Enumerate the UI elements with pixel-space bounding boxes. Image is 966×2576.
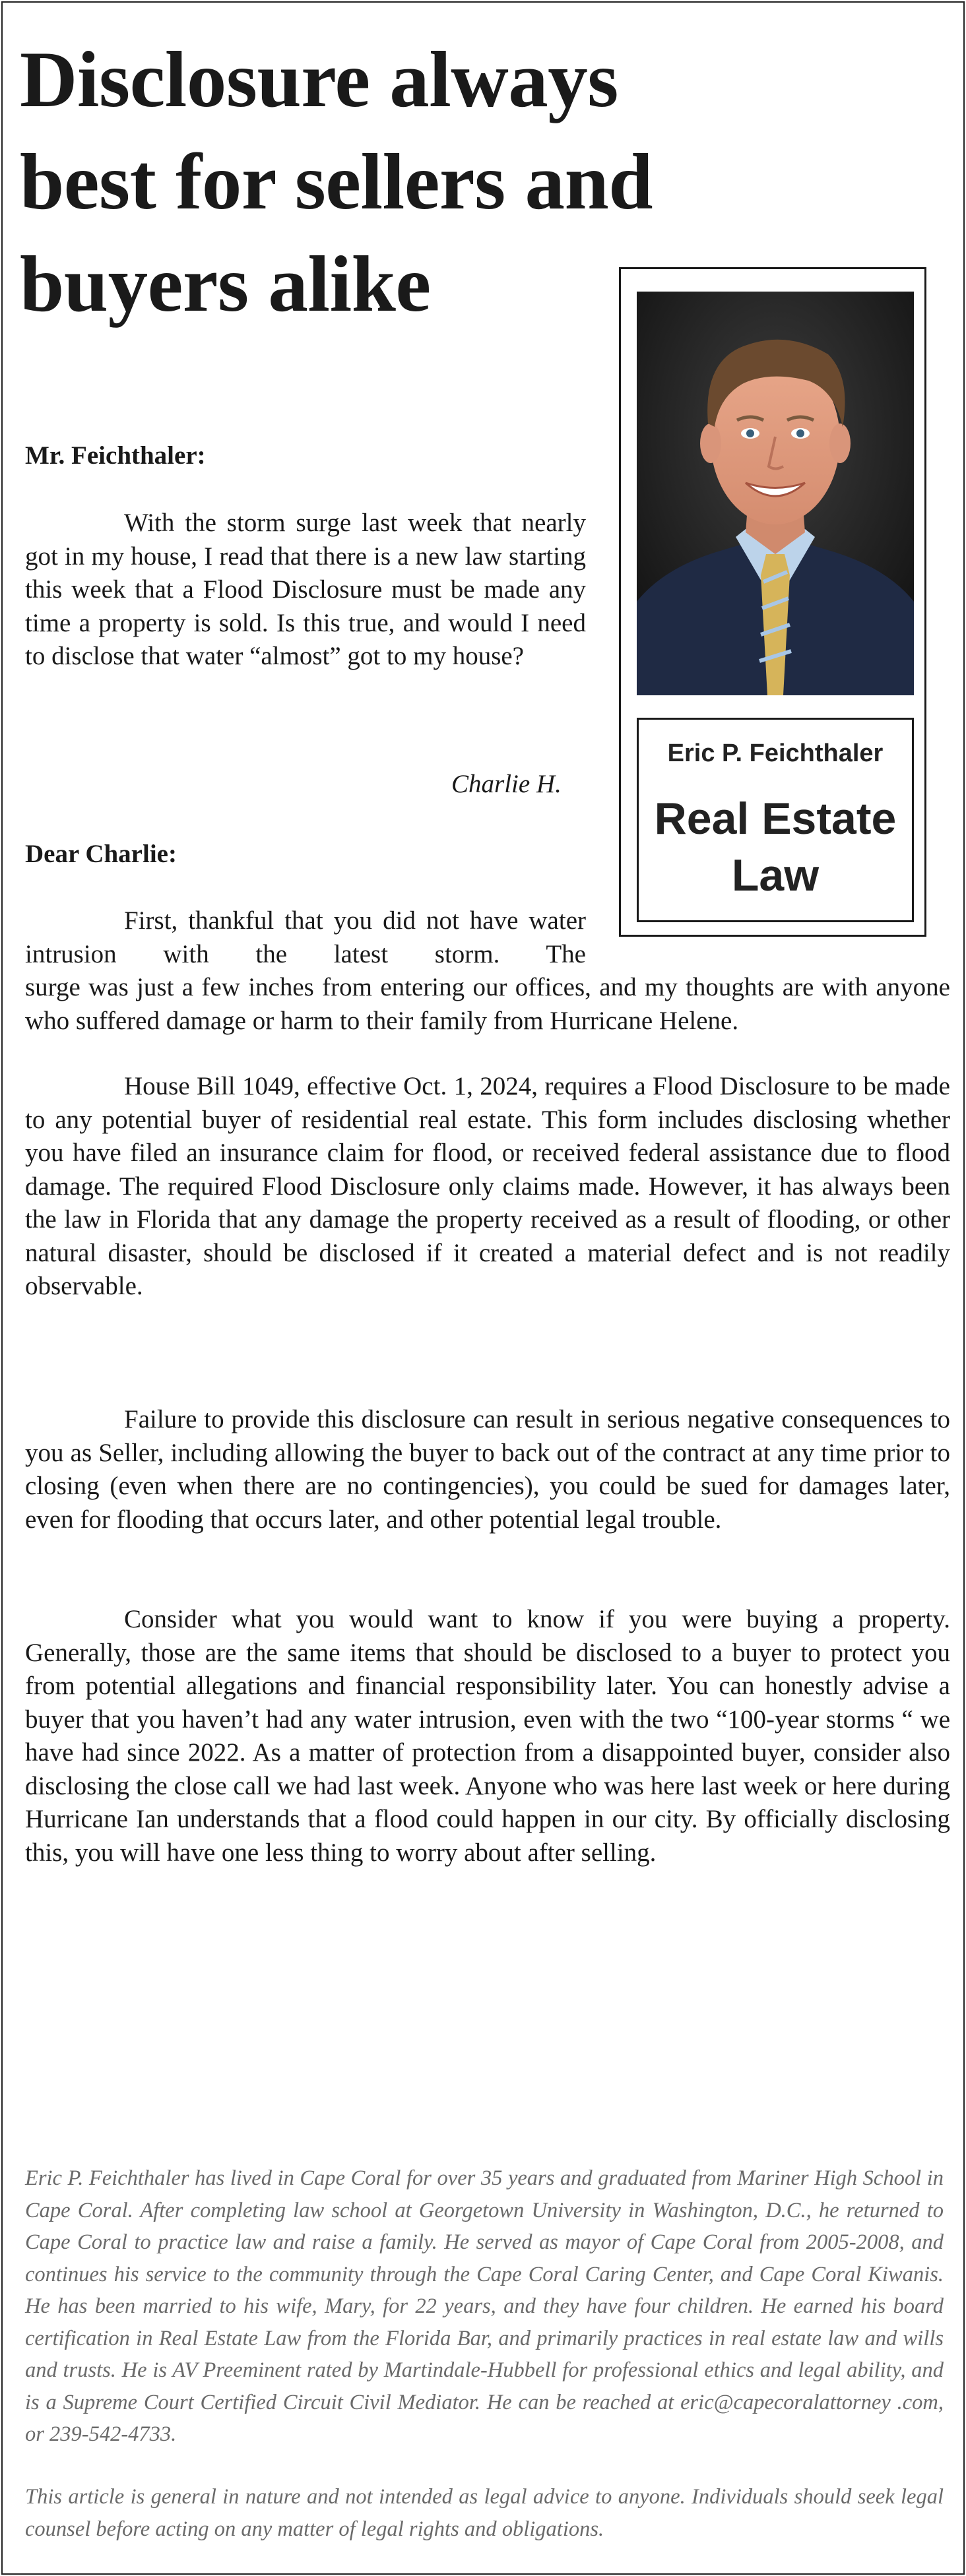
reply-paragraph-1-start: First, thankful that you did not have water intrusion with the latest storm. The [25, 906, 586, 968]
reply-salutation: Dear Charlie: [25, 840, 177, 868]
letter-salutation: Mr. Feichthaler: [25, 441, 206, 470]
author-box [619, 267, 926, 937]
author-name-plate [637, 718, 914, 922]
author-name: Eric P. Feichthaler [667, 739, 884, 767]
reply-paragraph-4: Consider what you would want to know if you were buying a property. Generally, those are the same items that should be disclosed to a buyer to protect you from potential allegations and financial responsibility later. You can honestly advise a buyer that you haven’t had any water intrusion, even with the two “100-year storms “ we have had since 2022. As a matter of protection from a disappointed buyer, consider also disclosing the close call we had last week. Anyone who was here last week or here during Hurricane Ian understands that a flood could happen in our city. By officially disclosing this, you will have one less thing to worry about after selling. [25, 1605, 950, 1867]
author-bio: Eric P. Feichthaler has lived in Cape Coral for over 35 years and graduated from Mariner High School in Cape Coral. After completing law school at Georgetown University in Washington, D.C., he returned to Cape Coral to practice law and raise a family. He served as mayor of Cape Coral from 2005-2008, and continues his service to the community through the Cape Coral Caring Center, and Cape Coral Kiwanis. He has been married to his wife, Mary, for 22 years, and they have four children. He earned his board certification in Real Estate Law from the Florida Bar, and primarily practices in real estate law and wills and trusts. He is AV Preeminent rated by Martindale-Hubbell for professional ethics and legal ability, and is a Supreme Court Certified Circuit Civil Mediator. He can be reached at eric@capecoralattorney .com, or 239-542-4733. [25, 2166, 944, 2446]
author-portrait-photo [637, 292, 914, 695]
column-title: Real Estate Law [654, 794, 897, 900]
reply-paragraph-3: Failure to provide this disclosure can result in serious negative consequences to you as Seller, including allowing the buyer to back out of the contract at any time prior to closing (even when there are no contingencies), you could be sued for damages later, even for flooding that occurs later, and other potential legal trouble. [25, 1405, 950, 1534]
legal-disclaimer: This article is general in nature and not intended as legal advice to anyone. Individuals should seek legal counsel before acting on any matter of legal rights and obligations. [25, 2485, 944, 2541]
headline-line-3: buyers alike [20, 240, 431, 329]
letter-body: With the storm surge last week that nearly got in my house, I read that there is a new law starting this week that a Flood Disclosure must be made any time a property is sold. Is this true, and would I need to disclose that water “almost” got to my house? [25, 509, 586, 670]
reply-paragraph-1-rest: surge was just a few inches from entering our offices, and my thoughts are with anyone who suffered damage or harm to their family from Hurricane Helene. [25, 973, 950, 1035]
headline-line-2: best for sellers and [20, 138, 653, 226]
author-portrait-icon [637, 292, 914, 695]
headline-line-1: Disclosure always [20, 36, 618, 124]
reply-paragraph-2: House Bill 1049, effective Oct. 1, 2024, requires a Flood Disclosure to be made to any potential buyer of residential real estate. This form includes disclosing whether you have filed an insurance claim for flood, or received federal assistance due to flood damage. The required Flood Disclosure only claims made. However, it has always been the law in Florida that any damage the property received as a result of flooding, or other natural disaster, should be disclosed if it created a material defect and is not readily observable. [25, 1072, 950, 1300]
letter-signature: Charlie H. [451, 770, 562, 798]
